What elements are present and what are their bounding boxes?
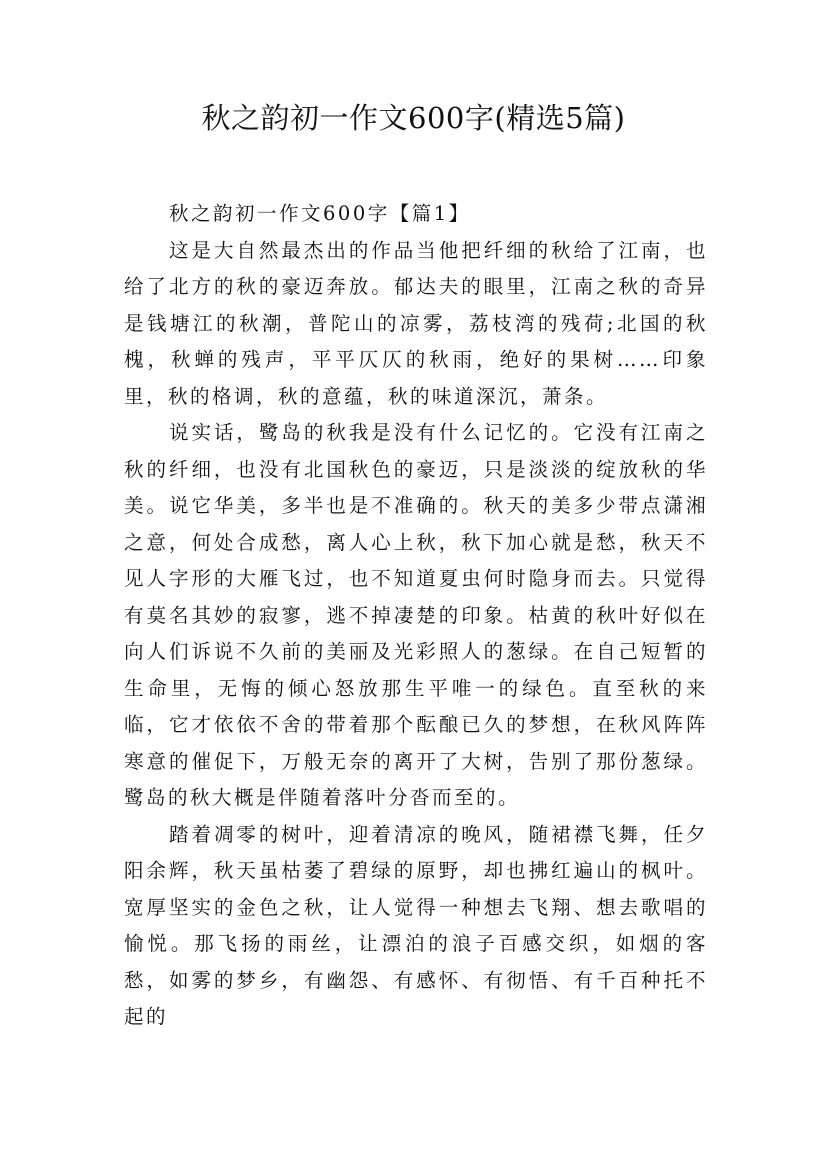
paragraph-2: 说实话，鹭岛的秋我是没有什么记忆的。它没有江南之秋的纤细，也没有北国秋色的豪迈，只是淡淡的绽放秋的华美。说它华美，多半也是不准确的。秋天的美多少带点潇湘之意，何处合成愁，离人心上秋，秋下加心就是愁，秋天不见人字形的大雁飞过，也不知道夏虫何时隐身而去。只觉得有莫名其妙的寂寥，逃不掉凄楚的印象。枯黄的秋叶好似在向人们诉说不久前的美丽及光彩照人的葱绿。在自己短暂的生命里，无悔的倾心怒放那生平唯一的绿色。直至秋的来临，它才依依不舍的带着那个酝酿已久的梦想，在秋风阵阵寒意的催促下，万般无奈的离开了大树，告别了那份葱绿。鹭岛的秋大概是伴随着落叶分沓而至的。 — [124, 421, 708, 809]
document-title: 秋之韵初一作文600字(精选5篇) — [201, 101, 626, 135]
document-body — [124, 196, 708, 1036]
paragraph-1: 这是大自然最杰出的作品当他把纤细的秋给了江南，也给了北方的秋的豪迈奔放。郁达夫的眼里，江南之秋的奇异是钱塘江的秋潮，普陀山的凉雾，荔枝湾的残荷;北国的秋槐，秋蝉的残声，平平仄仄的秋雨，绝好的果树……印象里，秋的格调，秋的意蕴，秋的味道深沉，萧条。 — [124, 238, 708, 408]
paragraph-3: 踏着凋零的树叶，迎着清凉的晚风，随裙襟飞舞，任夕阳余辉，秋天虽枯萎了碧绿的原野，却也拂红遍山的枫叶。宽厚坚实的金色之秋，让人觉得一种想去飞翔、想去歌唱的愉悦。那飞扬的雨丝，让漂泊的浪子百感交织，如烟的客愁，如雾的梦乡，有幽怨、有感怀、有彻悟、有千百种托不起的 — [124, 822, 708, 1028]
section-heading: 秋之韵初一作文600字【篇1】 — [169, 202, 471, 225]
